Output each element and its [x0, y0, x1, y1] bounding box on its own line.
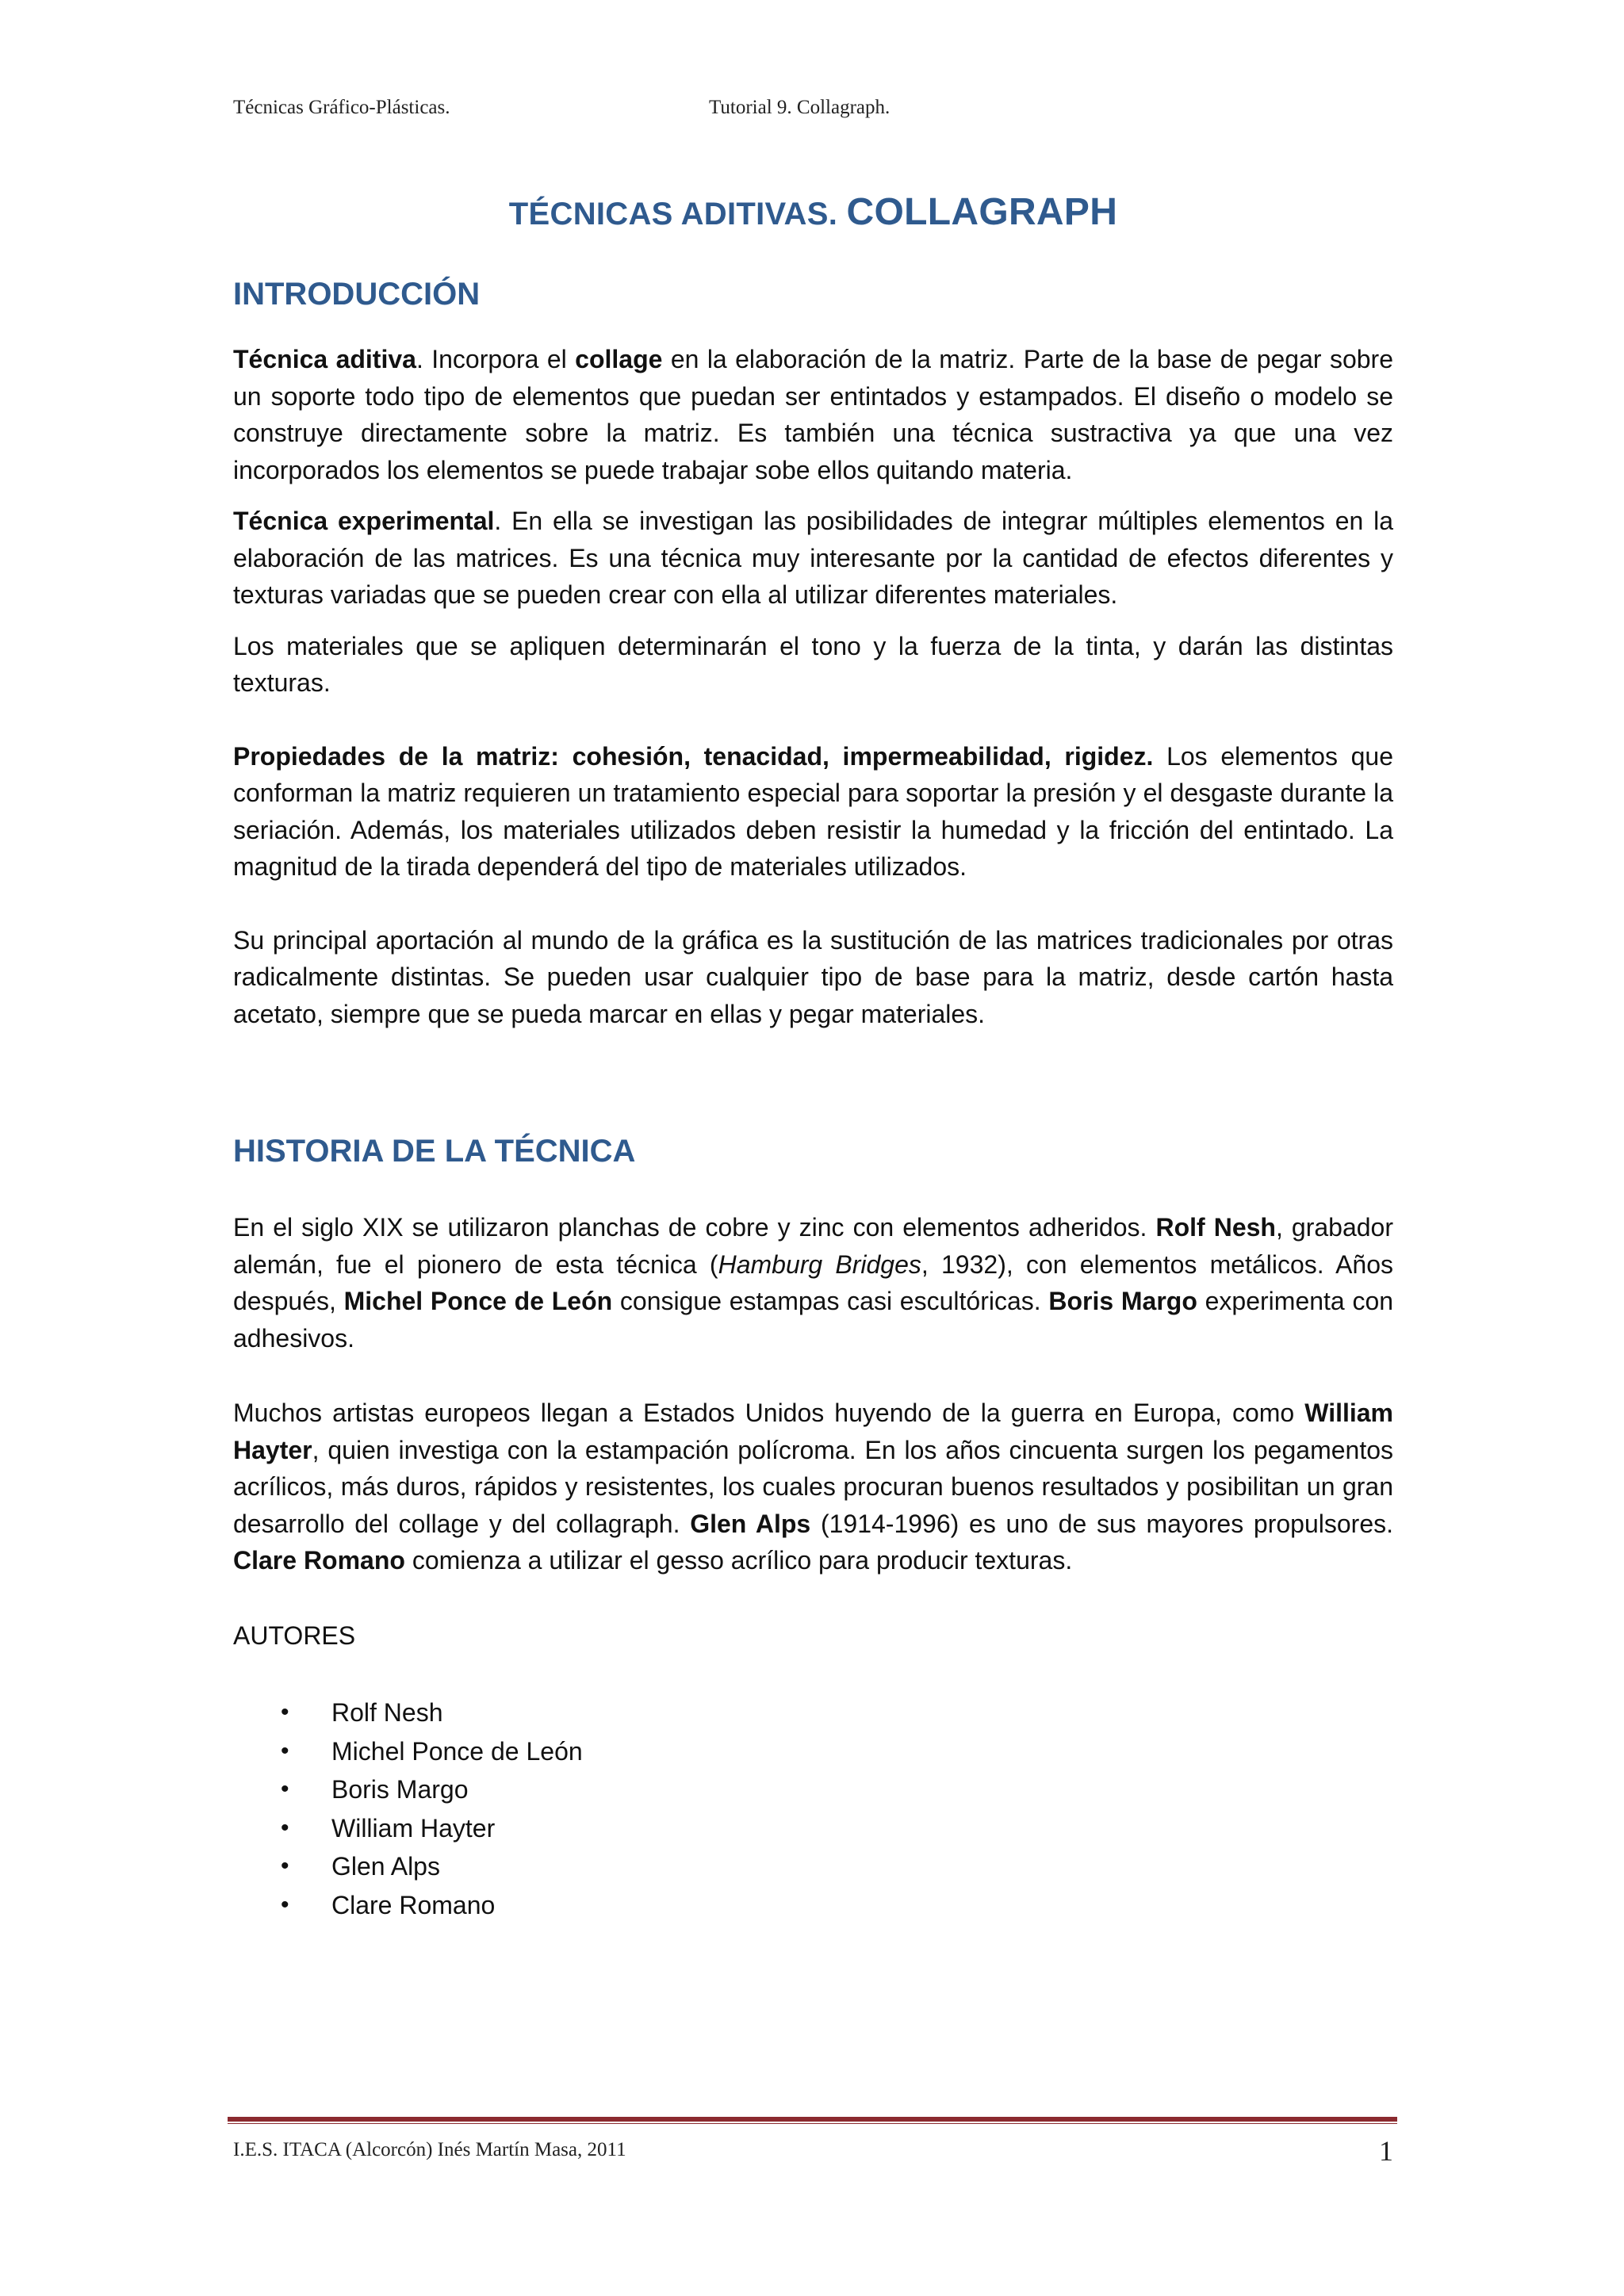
name-glen-alps: Glen Alps	[690, 1509, 811, 1538]
text-run: comienza a utilizar el gesso acrílico para producir texturas.	[404, 1546, 1073, 1575]
term-propiedades-matriz: Propiedades de la matriz: cohesión, tenacidad, impermeabilidad, rigidez.	[233, 741, 1154, 771]
list-item	[281, 1770, 1393, 1809]
text-run: Los elementos que conforman la matriz requieren un tratamiento especial para soportar la presión y el desgaste durante la seriación. Además, los materiales utilizados deben resistir la humedad y la fricción del entintado. La magnitud de la tirada dependerá del tipo de materiales utilizados.	[233, 741, 1394, 881]
header-course-title: Técnicas Gráfico-Plásticas.	[233, 97, 450, 118]
name-boris-margo: Boris Margo	[1048, 1287, 1197, 1315]
name-clare-romano: Clare Romano	[233, 1546, 405, 1575]
section-spacer	[233, 1032, 1393, 1134]
author-name: Boris Margo	[331, 1775, 469, 1804]
page-number: 1	[1379, 2135, 1393, 2167]
history-paragraph-1	[233, 1209, 1393, 1357]
name-rolf-nesh: Rolf Nesh	[1155, 1213, 1276, 1242]
text-run: , 1932), con elementos metálicos. Años después,	[233, 1249, 1394, 1315]
text-run: En el siglo XIX se utilizaron planchas de cobre y zinc con elementos adheridos.	[233, 1213, 1156, 1242]
term-tecnica-experimental: Técnica experimental	[233, 507, 495, 535]
document-title	[233, 190, 1393, 234]
author-name: William Hayter	[331, 1813, 496, 1843]
bullet-icon: •	[281, 1699, 289, 1725]
list-item	[281, 1847, 1393, 1886]
bullet-icon: •	[281, 1891, 289, 1918]
text-run: (1914-1996) es uno de sus mayores propulsores.	[810, 1509, 1394, 1538]
history-heading: HISTORIA DE LA TÉCNICA	[233, 1134, 636, 1169]
document-title-part2: COLLAGRAPH	[846, 191, 1118, 233]
work-hamburg-bridges: Hamburg Bridges	[718, 1249, 921, 1279]
term-collage: collage	[575, 345, 663, 373]
header-tutorial-title: Tutorial 9. Collagraph.	[709, 97, 891, 118]
history-paragraph-2	[233, 1395, 1393, 1579]
list-item	[281, 1886, 1393, 1925]
text-run: . Incorpora el	[416, 345, 576, 373]
footer-info: I.E.S. ITACA (Alcorcón) Inés Martín Masa, 2011	[233, 2139, 626, 2160]
author-name: Michel Ponce de León	[331, 1736, 583, 1766]
text-run: . En ella se investigan las posibilidades de integrar múltiples elementos en la elaboración de las matrices. Es una técnica muy interesante por la cantidad de efectos diferentes y texturas variadas que se pueden crear con ella al utilizar diferentes materiales.	[233, 507, 1394, 609]
footer-divider-thin	[228, 2123, 1397, 2124]
bullet-icon: •	[281, 1814, 289, 1841]
intro-paragraph-3: Los materiales que se apliquen determinarán el tono y la fuerza de la tinta, y darán las distintas texturas.	[233, 631, 1393, 697]
bullet-icon: •	[281, 1853, 289, 1879]
intro-paragraph-4	[233, 738, 1393, 886]
page-content	[233, 190, 1393, 1924]
name-william-hayter: William Hayter	[233, 1399, 1393, 1464]
text-run: Muchos artistas europeos llegan a Estados Unidos huyendo de la guerra en Europa, como	[233, 1399, 1305, 1427]
list-item	[281, 1693, 1393, 1732]
page-footer	[233, 2134, 1393, 2169]
document-title-part1: TÉCNICAS ADITIVAS.	[508, 197, 838, 232]
intro-heading: INTRODUCCIÓN	[233, 277, 481, 312]
bullet-icon: •	[281, 1737, 289, 1764]
author-name: Clare Romano	[331, 1890, 496, 1919]
text-run: , grabador alemán, fue el pionero de esta técnica (	[233, 1213, 1394, 1279]
author-name: Glen Alps	[331, 1852, 440, 1881]
intro-paragraph-2	[233, 503, 1393, 614]
text-run: consigue estampas casi escultóricas.	[612, 1287, 1049, 1315]
authors-list	[233, 1693, 1393, 1924]
list-item	[281, 1732, 1393, 1771]
text-run: experimenta con adhesivos.	[233, 1287, 1394, 1353]
running-header	[233, 97, 1391, 128]
footer-divider	[228, 2117, 1397, 2123]
bullet-icon: •	[281, 1776, 289, 1802]
intro-paragraph-5: Su principal aportación al mundo de la gráfica es la sustitución de las matrices tradicionales por otras radicalmente distintas. Se pueden usar cualquier tipo de base para la matriz, desde cartón hasta acetato, siempre que se pueda marcar en ellas y pegar materiales.	[233, 925, 1393, 1028]
authors-label: AUTORES	[233, 1621, 356, 1650]
name-michel-ponce-de-leon: Michel Ponce de León	[343, 1287, 613, 1315]
intro-paragraph-1	[233, 341, 1393, 488]
list-item	[281, 1809, 1393, 1848]
term-tecnica-aditiva: Técnica aditiva	[233, 345, 416, 373]
text-run: , quien investiga con la estampación polícroma. En los años cincuenta surgen los pegamentos acrílicos, más duros, rápidos y resistentes, los cuales procuran buenos resultados y posibilitan un gran desarrollo del collage y del collagraph.	[233, 1435, 1393, 1538]
author-name: Rolf Nesh	[331, 1698, 443, 1727]
text-run: en la elaboración de la matriz. Parte de la base de pegar sobre un soporte todo tipo de elementos que puedan ser entintados y estampados. El diseño o modelo se construye directamente sobre la matriz. Es también una técnica sustractiva ya que una vez incorporados los elementos se puede trabajar sobe ellos quitando materia.	[233, 345, 1394, 484]
footer-divider-thick	[228, 2117, 1397, 2122]
